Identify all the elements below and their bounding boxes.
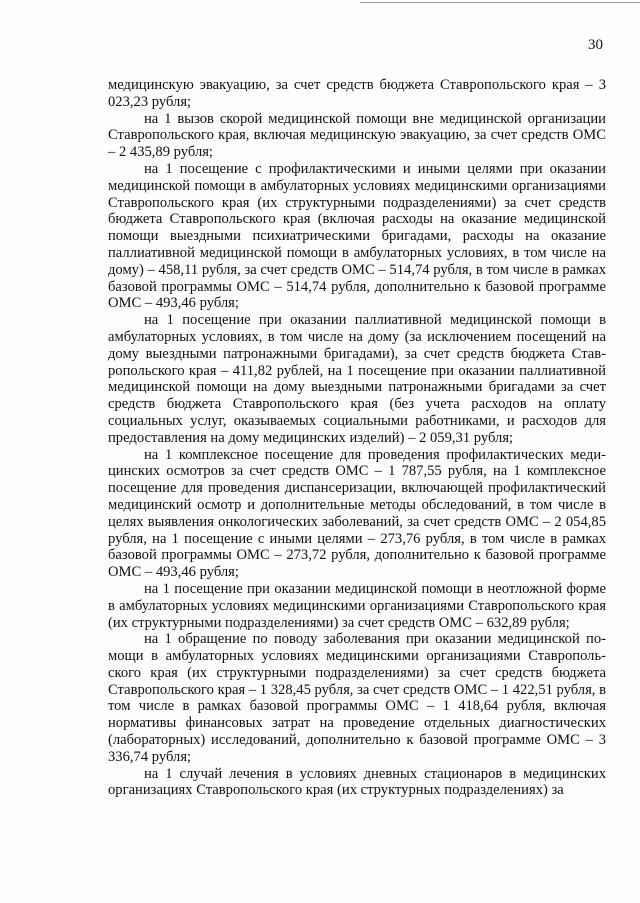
paragraph: на 1 посещение при оказании паллиативной медицинской помощи в амбулаторных условиях, в том числе на дому (за исключением посещений на дому выездными патронажными бригадами), за счет средств бюджета Ставропольского края – 411,82 рублей, на 1 посещение при оказании паллиативной медицинской помощи на дому выездными патронажными бригадами за счет средств бюджета Ставропольского края (без учета расходов на оплату социальных услуг, оказываемых социальными работниками, и расходов для предоставления на дому медицинских изделий) – 2 059,31 рубля; <box>108 312 606 446</box>
paragraph: на 1 посещение с профилактическими и иными целями при оказании медицинской помощи в амбулаторных условиях медицинскими организациями Ставропольского края (их структурными подразделениями) за счет средств бюджета Ставропольского края (включая расходы на оказание медицинской помощи выездными психиатрическими бригадами, расходы на оказание паллиативной медицинской помощи в амбулаторных условиях, в том числе на дому) – 458,11 рубля, за счет средств ОМС – 514,74 рубля, в том числе в рамках базовой программы ОМС – 514,74 рубля, дополнительно к базовой программе ОМС – 493,46 рубля; <box>108 160 606 312</box>
document-body <box>108 77 606 799</box>
paragraph: на 1 посещение при оказании медицинской помощи в неотложной форме в амбулаторных условиях медицинскими организациями Ставропольского края (их структурными подразделениями) за счет средств ОМС – 632,89 рубля; <box>108 580 606 631</box>
paragraph: на 1 комплексное посещение для проведения профилактических медицинских осмотров за счет средств ОМС – 1 787,55 рубля, на 1 комплексное посещение для проведения диспансеризации, включающей профилактический медицинский осмотр и дополнительные методы обследований, в том числе в целях выявления онкологических заболеваний, за счет средств ОМС – 2 054,85 рубля, на 1 посещение с иными целями – 273,76 рубля, в том числе в рамках базовой программы ОМС – 273,72 рубля, дополнительно к базовой программе ОМС – 493,46 рубля; <box>108 446 606 581</box>
paragraph: на 1 обращение по поводу заболевания при оказании медицинской помощи в амбулаторных условиях медицинскими организациями Ставропольского края (их структурными подразделениями) за счет средств бюджета Ставропольского края – 1 328,45 рубля, за счет средств ОМС – 1 422,51 рубля, в том числе в рамках базовой программы ОМС – 1 418,64 рубля, включая нормативы финансовых затрат на проведение отдельных диагностических (лабораторных) исследований, дополнительно к базовой программе ОМС – 3 336,74 рубля; <box>108 631 606 765</box>
paragraph: на 1 случай лечения в условиях дневных стационаров в медицинских организациях Ставропольского края (их структурных подразделениях) за <box>108 765 606 799</box>
paragraph: медицинскую эвакуацию, за счет средств бюджета Ставропольского края – 3 023,23 рубля; <box>108 77 606 110</box>
page-number: 30 <box>588 37 603 53</box>
paragraph: на 1 вызов скорой медицинской помощи вне медицинской организации Ставропольского края, включая медицинскую эвакуацию, за счет средств ОМС – 2 435,89 рубля; <box>108 110 606 161</box>
top-rule <box>360 2 640 3</box>
